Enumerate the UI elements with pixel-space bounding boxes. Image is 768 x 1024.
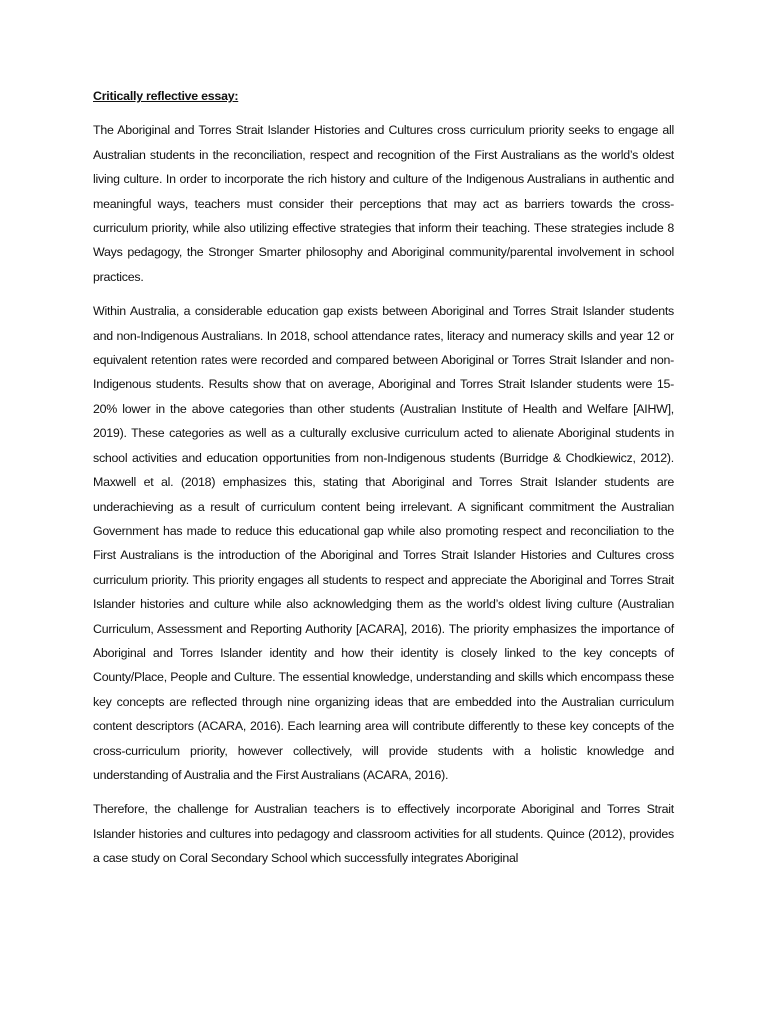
paragraph-teacher-challenge: Therefore, the challenge for Australian teachers is to effectively incorporate Aboriginal and Torres Strait Islander histories and cultures into pedagogy and classroom activities for all students. Quince (2012), provides a case study on Coral Secondary School which successfully integrates Aboriginal (93, 802, 674, 866)
essay-heading: Critically reflective essay: (93, 89, 239, 103)
paragraph-education-gap: Within Australia, a considerable education gap exists between Aboriginal and Torres Strait Islander students and non-Indigenous Australians. In 2018, school attendance rates, literacy and numeracy skills and year 12 or equivalent retention rates were recorded and compared between Aboriginal or Torres Strait Islander and non-Indigenous students. Results show that on average, Aboriginal and Torres Strait Islander students were 15-20% lower in the above categories than other students (Australian Institute of Health and Welfare [AIHW], 2019). These categories as well as a culturally exclusive curriculum acted to alienate Aboriginal students in school activities and education opportunities from non-Indigenous students (Burridge & Chodkiewicz, 2012). Maxwell et al. (2018) emphasizes this, stating that Aboriginal and Torres Strait Islander students are underachieving as a result of curriculum content being irrelevant. A significant commitment the Australian Government has made to reduce this educational gap while also promoting respect and reconciliation to the First Australians is the introduction of the Aboriginal and Torres Strait Islander Histories and Cultures cross curriculum priority. This priority engages all students to respect and appreciate the Aboriginal and Torres Strait Islander histories and culture while also acknowledging them as the world’s oldest living culture (Australian Curriculum, Assessment and Reporting Authority [ACARA], 2016). The priority emphasizes the importance of Aboriginal and Torres Islander identity and how their identity is closely linked to the key concepts of County/Place, People and Culture. The essential knowledge, understanding and skills which encompass these key concepts are reflected through nine organizing ideas that are embedded into the Australian curriculum content descriptors (ACARA, 2016). Each learning area will contribute differently to these key concepts of the cross-curriculum priority, however collectively, will provide students with a holistic knowledge and understanding of Australia and the First Australians (ACARA, 2016). (93, 304, 674, 782)
essay-body (93, 84, 674, 881)
paragraph-intro: The Aboriginal and Torres Strait Islander Histories and Cultures cross curriculum priority seeks to engage all Australian students in the reconciliation, respect and recognition of the First Australians as the world’s oldest living culture. In order to incorporate the rich history and culture of the Indigenous Australians in authentic and meaningful ways, teachers must consider their perceptions that may act as barriers towards the cross-curriculum priority, while also utilizing effective strategies that inform their teaching. These strategies include 8 Ways pedagogy, the Stronger Smarter philosophy and Aboriginal community/parental involvement in school practices. (93, 123, 674, 284)
